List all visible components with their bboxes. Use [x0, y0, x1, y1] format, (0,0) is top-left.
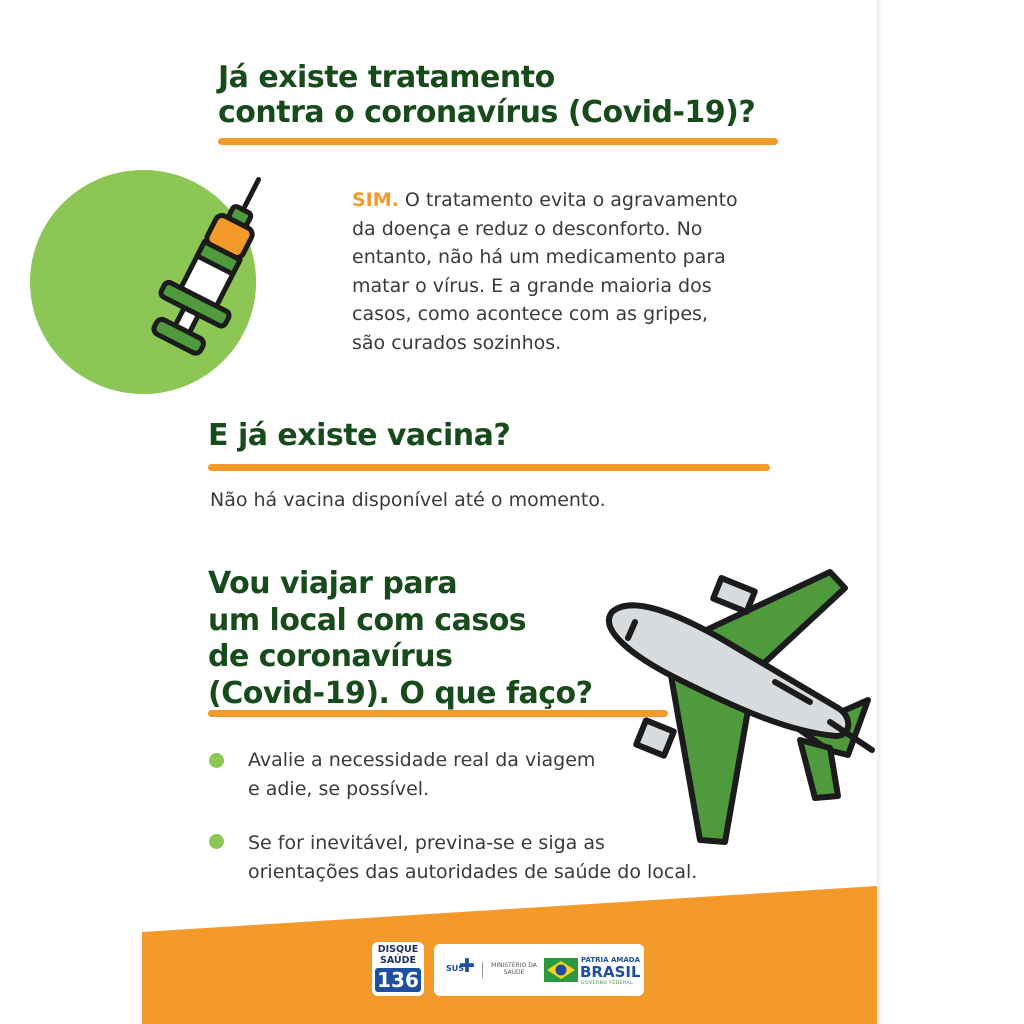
- treatment-answer: [352, 186, 782, 357]
- vaccine-answer: Não há vacina disponível até o momento.: [210, 489, 606, 511]
- travel-bullet-dot-2: [209, 834, 224, 849]
- brazil-flag-icon: [544, 958, 578, 982]
- governo-federal-text: GOVERNO FEDERAL: [581, 981, 634, 986]
- syringe-icon: [155, 165, 275, 370]
- vaccine-divider: [208, 464, 770, 471]
- vaccine-heading: E já existe vacina?: [208, 418, 511, 453]
- treatment-heading-line2: contra o coronavírus (Covid-19)?: [218, 95, 756, 130]
- ministerio-line1: MINISTÉRIO DA: [491, 962, 537, 969]
- sus-plus-icon: ✚: [459, 956, 475, 977]
- treatment-answer-lead: SIM.: [352, 189, 399, 211]
- ministerio-logo-text: [490, 962, 538, 976]
- treatment-answer-line1: O tratamento evita o agravamento: [398, 189, 738, 211]
- travel-bullet-1-line1: Avalie a necessidade real da viagem: [248, 749, 596, 771]
- treatment-answer-line5: casos, como acontece com as gripes,: [352, 303, 708, 325]
- travel-bullet-dot-1: [209, 753, 224, 768]
- government-logos: [434, 944, 644, 996]
- travel-heading-line4: (Covid-19). O que faço?: [208, 675, 593, 711]
- treatment-answer-line2: da doença e reduz o desconforto. No: [352, 217, 703, 240]
- travel-bullet-2-line1: Se for inevitável, previna-se e siga as: [248, 832, 605, 854]
- disque-saude-logo: [372, 942, 424, 996]
- treatment-answer-line3: entanto, não há um medicamento para: [352, 246, 726, 268]
- sus-logo-text: SUS: [446, 964, 465, 973]
- disque-number: 136: [375, 968, 421, 992]
- logo-divider: [482, 962, 483, 978]
- treatment-answer-line4: matar o vírus. E a grande maioria dos: [352, 274, 712, 297]
- travel-heading-line3: de coronavírus: [208, 639, 453, 674]
- travel-bullet-2-line2: orientações das autoridades de saúde do local.: [248, 860, 698, 883]
- travel-bullet-1-line2: e adie, se possível.: [248, 777, 430, 800]
- treatment-answer-line6: são curados sozinhos.: [352, 331, 562, 354]
- travel-bullet-1: [248, 746, 648, 803]
- page-edge-shadow: [877, 0, 883, 1024]
- airplane-icon: [590, 560, 880, 850]
- travel-heading-line1: Vou viajar para: [208, 566, 458, 601]
- ministerio-line2: SAÚDE: [503, 969, 525, 976]
- treatment-heading-line1: Já existe tratamento: [218, 60, 555, 95]
- brasil-text: BRASIL: [580, 963, 641, 981]
- saude-label: SAÚDE: [380, 955, 416, 966]
- disque-label: DISQUE: [377, 944, 419, 955]
- travel-bullet-2: [248, 829, 768, 886]
- travel-heading: [208, 566, 593, 712]
- patria-amada-text: PÁTRIA AMADA: [581, 956, 641, 964]
- travel-heading-line2: um local com casos: [208, 602, 527, 638]
